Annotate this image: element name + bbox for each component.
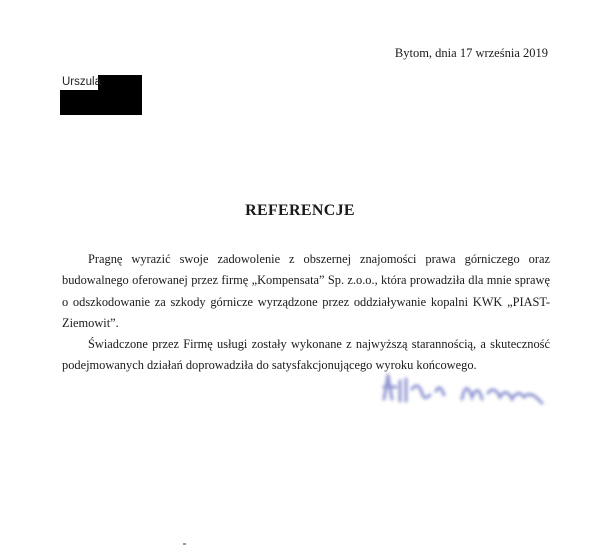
letter-body xyxy=(62,249,550,377)
sender-name: Urszula xyxy=(62,76,101,88)
date-line: Bytom, dnia 17 września 2019 xyxy=(394,46,548,60)
paragraph-2: Świadczone przez Firmę usługi zostały wykonane z najwyższą starannością, a skuteczność podejmowanych działań doprowadziła do satysfakcjonującego wyroku końcowego. xyxy=(62,337,550,373)
sender-block xyxy=(62,74,103,88)
paragraph-1: Pragnę wyrazić swoje zadowolenie z obszernej znajomości prawa górniczego oraz budowalnego oferowanej przez firmę „Kompensata” Sp. z.o.o., która prowadziła dla mnie sprawę o odszkodowanie za szkody górnicze wyrządzone przez oddziaływanie kopalni KWK „PIAST-Ziemowit”. xyxy=(62,252,550,330)
blurred-signature-icon xyxy=(378,369,548,409)
document-title: REFERENCJE xyxy=(245,202,355,219)
scan-speck xyxy=(183,543,186,545)
